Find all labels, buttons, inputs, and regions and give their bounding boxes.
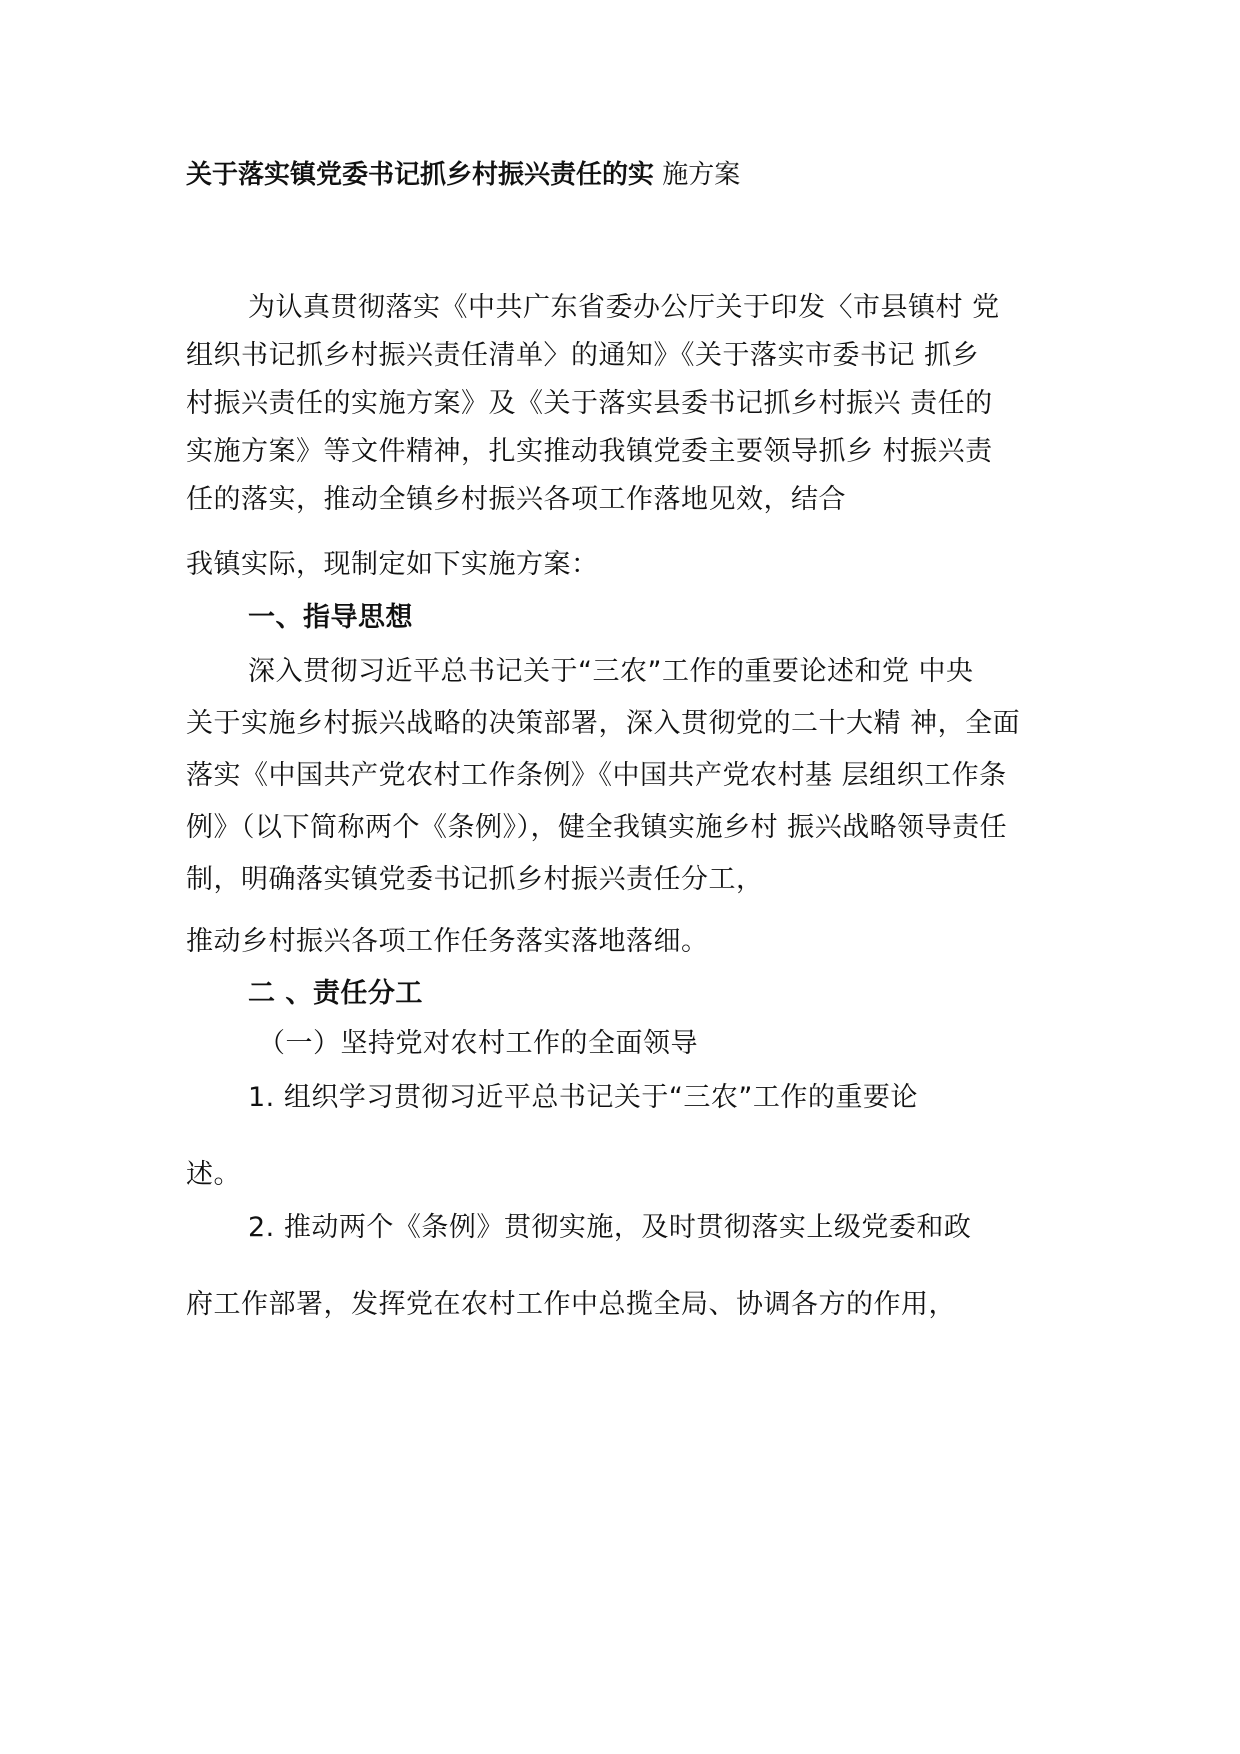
intro-paragraph-line-2: 组织书记抓乡村振兴责任清单〉的通知》《关于落实市委书记 抓乡 [186, 340, 980, 371]
intro-paragraph-line-6: 我镇实际，现制定如下实施方案： [186, 549, 599, 580]
section-1-heading: 一、指导思想 [248, 602, 413, 633]
section-1-line-4: 例》（以下简称两个《条例》），健全我镇实施乡村 振兴战略领导责任 [186, 812, 1008, 843]
intro-paragraph-line-4: 实施方案》等文件精神，扎实推动我镇党委主要领导抓乡 村振兴责 [186, 436, 993, 467]
section-1-line-3: 落实《中国共产党农村工作条例》《中国共产党农村基 层组织工作条 [186, 760, 1007, 791]
item-1-line-1: 1. 组织学习贯彻习近平总书记关于“三农”工作的重要论 [248, 1082, 918, 1113]
item-2-line-2: 府工作部署，发挥党在农村工作中总揽全局、协调各方的作用， [186, 1289, 956, 1320]
section-1-line-6: 推动乡村振兴各项工作任务落实落地落细。 [186, 926, 709, 957]
intro-paragraph-line-3: 村振兴责任的实施方案》及《关于落实县委书记抓乡村振兴 责任的 [186, 388, 993, 419]
section-1-line-5: 制，明确落实镇党委书记抓乡村振兴责任分工， [186, 864, 764, 895]
section-1-line-2: 关于实施乡村振兴战略的决策部署，深入贯彻党的二十大精 神，全面 [186, 708, 1021, 739]
intro-paragraph-line-5: 任的落实，推动全镇乡村振兴各项工作落地见效，结合 [186, 484, 846, 515]
document-title-main: 关于落实镇党委书记抓乡村振兴责任的实 [186, 160, 655, 190]
item-2-line-1: 2. 推动两个《条例》贯彻实施，及时贯彻落实上级党委和政 [248, 1212, 972, 1243]
item-1-line-2: 述。 [186, 1159, 241, 1190]
subsection-1-heading: （一）坚持党对农村工作的全面领导 [258, 1028, 698, 1059]
document-title [186, 158, 740, 192]
section-1-line-1: 深入贯彻习近平总书记关于“三农”工作的重要论述和党 中央 [248, 656, 974, 687]
intro-paragraph-line-1: 为认真贯彻落实《中共广东省委办公厅关于印发〈市县镇村 党 [248, 292, 1000, 323]
section-2-heading: 二 、责任分工 [248, 978, 423, 1009]
document-title-tail: 施方案 [662, 160, 741, 190]
